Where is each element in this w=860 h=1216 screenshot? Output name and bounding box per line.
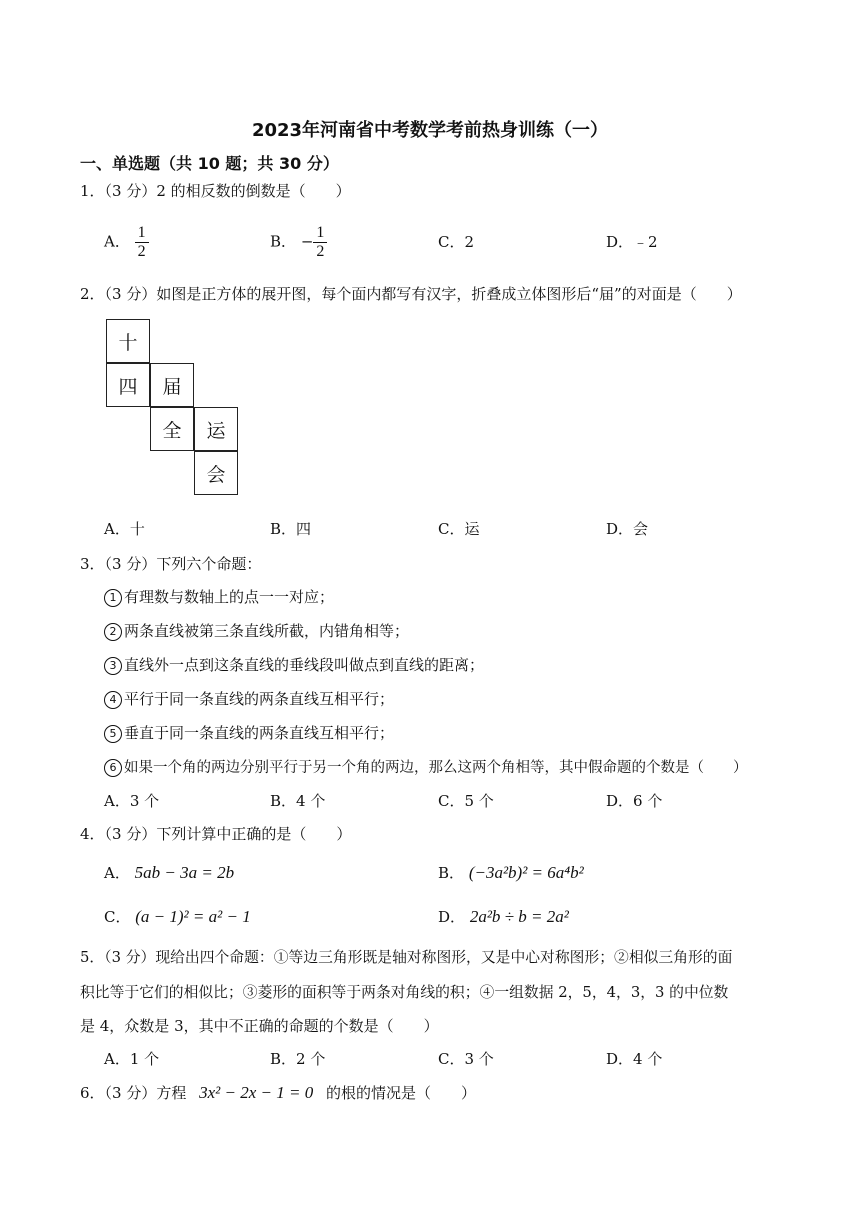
cube-net-figure xyxy=(106,319,246,499)
q3-proposition xyxy=(104,654,484,675)
net-cell: 运 xyxy=(194,407,238,451)
proposition-text: 垂直于同一条直线的两条直线互相平行； xyxy=(124,724,395,742)
q3-proposition xyxy=(104,586,334,607)
q3-proposition xyxy=(104,756,748,777)
q6-stem xyxy=(80,1082,476,1103)
q1-option-b-label: B． xyxy=(270,232,297,251)
q4-option-c[interactable] xyxy=(104,906,251,927)
q6-equation: 3x² − 2x − 1 = 0 xyxy=(199,1083,314,1102)
q1-option-d[interactable]: D．﹣2 xyxy=(606,233,658,251)
net-cell: 会 xyxy=(194,451,238,495)
q3-option-b[interactable]: B．4 个 xyxy=(270,792,326,810)
q4-option-a-label: A． xyxy=(104,864,130,882)
q1-option-a[interactable] xyxy=(104,224,149,261)
fraction-numerator: 1 xyxy=(316,224,325,241)
fraction-numerator: 1 xyxy=(137,224,146,241)
q3-option-c[interactable]: C．5 个 xyxy=(438,792,494,810)
q5-stem-line: 积比等于它们的相似比；③菱形的面积等于两条对角线的积；④一组数据 2，5，4，3，3 的中位数 xyxy=(80,984,729,1001)
net-cell: 全 xyxy=(150,407,194,451)
q3-proposition xyxy=(104,722,394,743)
proposition-text: 平行于同一条直线的两条直线互相平行； xyxy=(124,690,395,708)
q6-stem-prefix: 6．（3 分）方程 xyxy=(80,1084,187,1102)
q6-stem-suffix: 的根的情况是（ ） xyxy=(326,1084,477,1102)
q5-option-c[interactable]: C．3 个 xyxy=(438,1050,494,1068)
minus-sign: − xyxy=(300,232,314,251)
q4-option-a-formula: 5ab − 3a = 2b xyxy=(134,863,235,882)
fraction-denominator: 2 xyxy=(137,243,146,260)
q4-stem: 4．（3 分）下列计算中正确的是（ ） xyxy=(80,825,352,843)
q2-stem: 2．（3 分）如图是正方体的展开图，每个面内都写有汉字，折叠成立体图形后“届”的对面是（ ） xyxy=(80,285,742,303)
q4-option-c-label: C． xyxy=(104,908,131,926)
circled-number: 2 xyxy=(104,623,122,641)
q4-option-b-label: B． xyxy=(438,864,465,882)
q1-option-b[interactable] xyxy=(270,224,327,261)
q3-option-a[interactable]: A．3 个 xyxy=(104,792,160,810)
q4-option-a[interactable] xyxy=(104,862,234,883)
q5-option-d[interactable]: D．4 个 xyxy=(606,1050,663,1068)
q3-stem: 3．（3 分）下列六个命题： xyxy=(80,555,262,573)
q4-option-b-formula: (−3a²b)² = 6a⁴b² xyxy=(468,863,584,882)
net-cell: 四 xyxy=(106,363,150,407)
q2-option-c[interactable]: C．运 xyxy=(438,520,480,538)
q4-option-d-formula: 2a²b ÷ b = 2a² xyxy=(469,907,569,926)
q3-option-d[interactable]: D．6 个 xyxy=(606,792,663,810)
section-heading: 一、单选题（共 10 题；共 30 分） xyxy=(80,154,339,173)
proposition-text: 如果一个角的两边分别平行于另一个角的两边，那么这两个角相等，其中假命题的个数是（ ） xyxy=(124,760,748,776)
q4-option-d-label: D． xyxy=(438,908,466,926)
proposition-text: 直线外一点到这条直线的垂线段叫做点到直线的距离； xyxy=(124,656,485,674)
circled-number: 1 xyxy=(104,589,122,607)
q1-option-a-fraction xyxy=(135,224,149,261)
circled-number: 4 xyxy=(104,691,122,709)
circled-number: 3 xyxy=(104,657,122,675)
q5-option-b[interactable]: B．2 个 xyxy=(270,1050,326,1068)
q4-option-c-formula: (a − 1)² = a² − 1 xyxy=(135,907,251,926)
q1-option-a-label: A． xyxy=(104,232,130,251)
q4-option-b[interactable] xyxy=(438,862,584,883)
q1-option-c[interactable]: C．2 xyxy=(438,233,475,251)
proposition-text: 两条直线被第三条直线所截，内错角相等； xyxy=(124,622,410,640)
proposition-text: 有理数与数轴上的点一一对应； xyxy=(124,588,335,606)
q3-proposition xyxy=(104,620,409,641)
q1-stem: 1．（3 分）2 的相反数的倒数是（ ） xyxy=(80,182,351,200)
circled-number: 6 xyxy=(104,759,122,777)
q5-option-a[interactable]: A．1 个 xyxy=(104,1050,160,1068)
q4-option-d[interactable] xyxy=(438,906,569,927)
q1-option-b-fraction xyxy=(313,224,327,261)
q5-stem-line: 是 4，众数是 3，其中不正确的命题的个数是（ ） xyxy=(80,1017,439,1035)
q2-option-a[interactable]: A．十 xyxy=(104,520,145,538)
net-cell: 届 xyxy=(150,363,194,407)
q3-proposition xyxy=(104,688,394,709)
net-cell: 十 xyxy=(106,319,150,363)
circled-number: 5 xyxy=(104,725,122,743)
fraction-denominator: 2 xyxy=(316,243,325,260)
page-title: 2023年河南省中考数学考前热身训练（一） xyxy=(251,120,609,141)
q2-option-d[interactable]: D．会 xyxy=(606,520,649,538)
q5-stem-line: 5．（3 分）现给出四个命题：①等边三角形既是轴对称图形，又是中心对称图形；②相似三角形的面 xyxy=(80,949,733,966)
q2-option-b[interactable]: B．四 xyxy=(270,520,312,538)
